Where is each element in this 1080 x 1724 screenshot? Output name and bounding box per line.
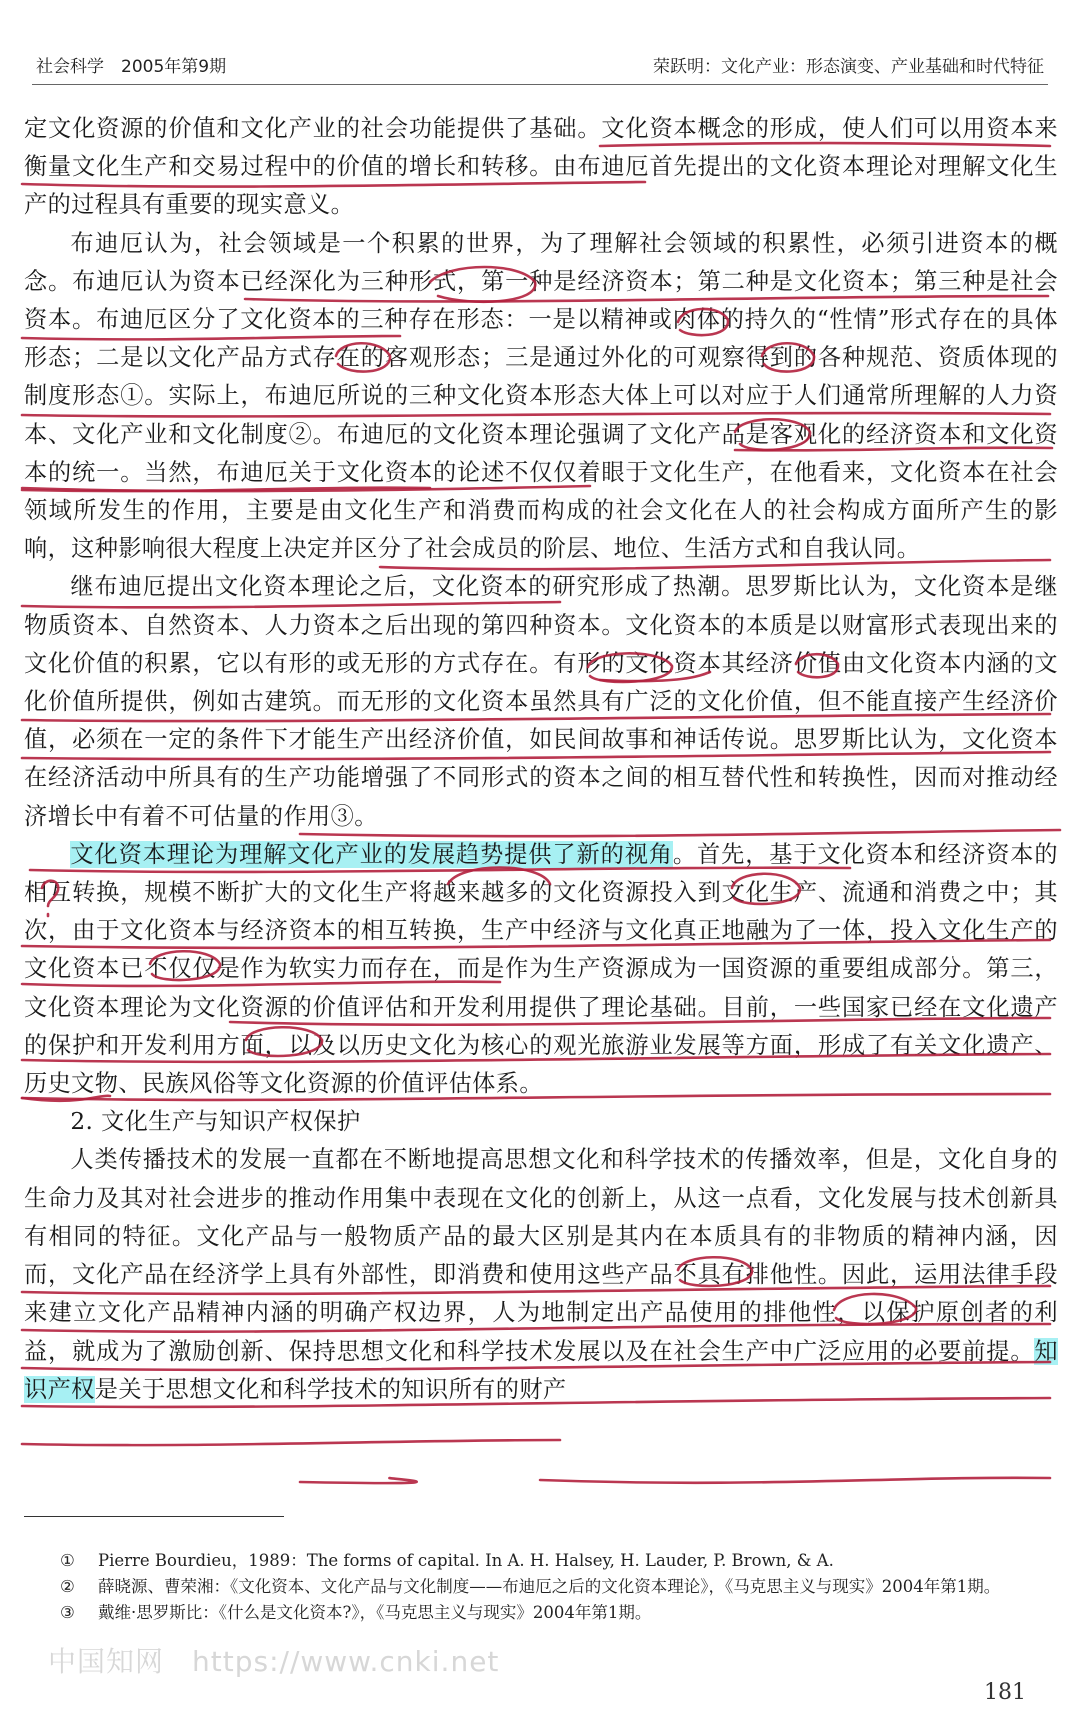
- watermark-url: https://www.cnki.net: [192, 1645, 500, 1678]
- watermark-brand: 中国知网: [48, 1645, 165, 1678]
- paragraph-4: [24, 836, 1058, 1103]
- footnote-mark: ①: [60, 1551, 75, 1570]
- paragraph-1: 定文化资源的价值和文化产业的社会功能提供了基础。文化资本概念的形成，使人们可以用资本来衡量文化生产和交易过程中的价值的增长和转移。由布迪厄首先提出的文化资本理论对理解文化生产的过程具有重要的现实意义。: [24, 115, 1058, 219]
- underline-mark: [22, 1440, 560, 1445]
- paragraph-5-main: 人类传播技术的发展一直都在不断地提高思想文化和科学技术的传播效率，但是，文化自身的生命力及其对社会进步的推动作用集中表现在文化的创新上，从这一点看，文化发展与技术创新具有相同的特征。文化产品与一般物质产品的最大区别是其内在本质具有的非物质的精神内涵，因而，文化产品在经济学上具有外部性，即消费和使用这些产品不具有排他性。因此，运用法律手段来建立文化产品精神内涵的明确产权边界，人为地制定出产品使用的排他性，以保护原创者的利益，就成为了激励创新、保持思想文化和科学技术发展以及在社会生产中广泛应用的必要前提。: [24, 1146, 1058, 1365]
- footnote-1: [60, 1548, 1060, 1574]
- footnote-text: Pierre Bourdieu，1989：The forms of capital. In A. H. Halsey, H. Lauder, P. Brown, & A.: [98, 1551, 834, 1570]
- paragraph-5-tail: 是关于思想文化和科学技术的知识所有的财产: [94, 1375, 567, 1403]
- footnote-divider: [24, 1516, 284, 1517]
- footnote-mark: ②: [60, 1577, 75, 1596]
- highlighted-sentence: 文化资本理论为理解文化产业的发展趋势提供了新的视角: [70, 840, 673, 868]
- paragraph-2: 布迪厄认为，社会领域是一个积累的世界，为了理解社会领域的积累性，必须引进资本的概念。布迪厄认为资本已经深化为三种形式，第一种是经济资本；第二种是文化资本；第三种是社会资本。布迪厄区分了文化资本的三种存在形态：一是以精神或肉体的持久的“性情”形式存在的具体形态；二是以文化产品方式存在的客观形态；三是通过外化的可观察得到的各种规范、资质体现的制度形态①。实际上，布迪厄所说的三种文化资本形态大体上可以对应于人们通常所理解的人力资本、文化产业和文化制度②。布迪厄的文化资本理论强调了文化产品是客观化的经济资本和文化资本的统一。当然，布迪厄关于文化资本的论述不仅仅着眼于文化生产，在他看来，文化资本在社会领域所发生的作用，主要是由文化生产和消费而构成的社会文化在人的社会构成方面所产生的影响，这种影响很大程度上决定并区分了社会成员的阶层、地位、生活方式和自我认同。: [24, 229, 1058, 563]
- page-number: 181: [984, 1680, 1026, 1705]
- paragraph-4-rest: 。首先，基于文化资本和经济资本的相互转换，规模不断扩大的文化生产将越来越多的文化资源投入到文化生产、流通和消费之中；其次，由于文化资本与经济资本的相互转换，生产中经济与文化真正地融为了一体，投入文化生产的文化资本已不仅仅是作为软实力而存在，而是作为生产资源成为一国资源的重要组成部分。第三，文化资本理论为文化资源的价值评估和开发利用提供了理论基础。目前，一些国家已经在文化遗产的保护和开发利用方面，以及以历史文化为核心的观光旅游业发展等方面，形成了有关文化遗产、历史文物、民族风俗等文化资源的价值评估体系。: [24, 840, 1058, 1098]
- footnote-2: [60, 1574, 1060, 1600]
- section-heading: 2. 文化生产与知识产权保护: [70, 1108, 361, 1136]
- underline-mark: [300, 1478, 417, 1483]
- article-title: 荣跃明：文化产业：形态演变、产业基础和时代特征: [653, 57, 1044, 77]
- running-header: [32, 48, 1048, 85]
- paragraph-3: 继布迪厄提出文化资本理论之后，文化资本的研究形成了热潮。思罗斯比认为，文化资本是继物质资本、自然资本、人力资本之后出现的第四种资本。文化资本的本质是以财富形式表现出来的文化价值的积累，它以有形的或无形的方式存在。有形的文化资本其经济价值由文化资本内涵的文化价值所提供，例如古建筑。而无形的文化资本虽然具有广泛的文化价值，但不能直接产生经济价值，必须在一定的条件下才能生产出经济价值，如民间故事和神话传说。思罗斯比认为，文化资本在经济活动中所具有的生产功能增强了不同形式的资本之间的相互替代性和转换性，因而对推动经济增长中有着不可估量的作用③。: [24, 573, 1058, 830]
- footnote-text: 薛晓源、曹荣湘：《文化资本、文化产品与文化制度——布迪厄之后的文化资本理论》，《马克思主义与现实》2004年第1期。: [98, 1577, 1001, 1596]
- paragraph-5: [24, 1141, 1058, 1408]
- footnote-mark: ③: [60, 1603, 75, 1622]
- underline-mark: [540, 1478, 1050, 1483]
- footnote-text: 戴维·思罗斯比：《什么是文化资本?》，《马克思主义与现实》2004年第1期。: [98, 1603, 652, 1622]
- cnki-watermark: [48, 1640, 499, 1680]
- footnotes: [60, 1548, 1060, 1626]
- footnote-3: [60, 1600, 1060, 1626]
- body-text: [24, 110, 1058, 1409]
- highlighted-term: 知识产权: [24, 1337, 1058, 1403]
- journal-info: 社会科学 2005年第9期: [36, 57, 227, 77]
